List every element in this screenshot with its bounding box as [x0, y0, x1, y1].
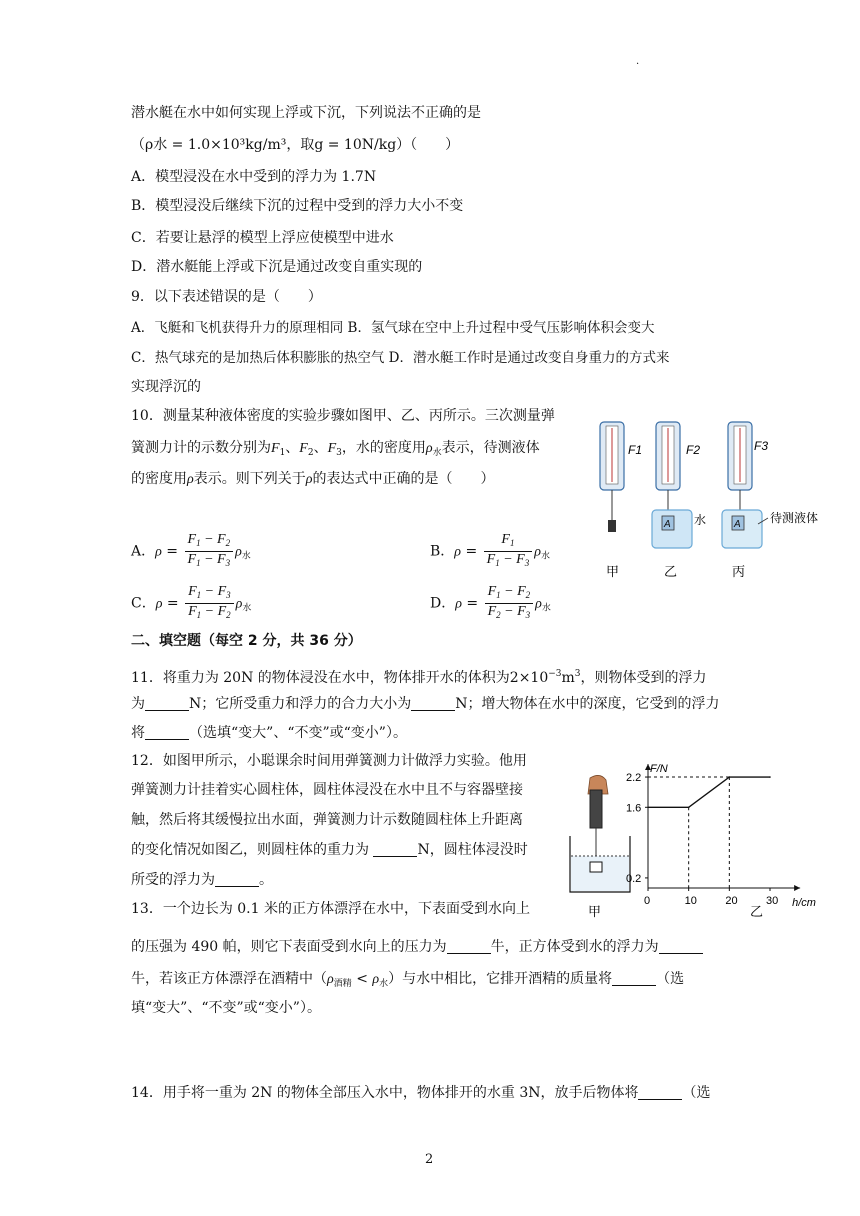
x-axis-arrow: [794, 885, 800, 891]
q8-given: （ρ水 = 1.0×10³kg/m³，取g = 10N/kg）（ ）: [131, 137, 460, 153]
block-a-3: A: [734, 519, 741, 530]
blank[interactable]: [411, 696, 455, 711]
header-mark: .: [636, 56, 640, 67]
label-test-liquid: 待测液体: [770, 511, 819, 525]
q10-line1: 10．测量某种液体密度的实验步骤如图甲、乙、丙所示。三次测量弹: [131, 408, 555, 424]
x-axis-label: h/cm: [792, 897, 816, 909]
x-tick-label: 20: [725, 895, 738, 907]
page-number: 2: [425, 1152, 434, 1167]
x-tick-label: 10: [684, 895, 697, 907]
q12-line5: 所受的浮力为 。: [131, 872, 273, 888]
data-point: [688, 807, 690, 809]
caption-jia: 甲: [588, 904, 602, 919]
q13-line1: 13．一个边长为 0.1 米的正方体漂浮在水中，下表面受到水向上: [131, 901, 530, 917]
q12-line4: 的变化情况如图乙，则圆柱体的重力为 N，圆柱体浸没时: [131, 842, 528, 858]
q11-line3: 将 （选填“变大”、“不变”或“变小”）。: [131, 725, 407, 741]
q9-stem: 9．以下表述错误的是（ ）: [131, 289, 322, 305]
q11-line1: 11．将重力为 20N 的物体浸没在水中，物体排开水的体积为$2\times 10^{-3}m^3$，则物体受到的浮力: [131, 669, 707, 686]
q12-line2: 弹簧测力计挂着实心圆柱体，圆柱体浸没在水中且不与容器壁接: [131, 782, 523, 798]
y-axis-label: F/N: [650, 763, 668, 775]
caption-jia: 甲: [606, 564, 620, 579]
caption-bing: 丙: [732, 564, 746, 579]
q10-option-c: C．ρ = $\frac{F_1 - F_3}{F_1 - F_2}$ $\rho_水$: [131, 584, 252, 620]
label-f1: F1: [628, 443, 643, 457]
label-water: 水: [694, 513, 707, 527]
q10-figure: [590, 412, 840, 592]
data-point: [769, 776, 771, 778]
x-tick-label: 0: [644, 895, 651, 907]
blank[interactable]: [612, 971, 656, 986]
q9-options-2: C．热气球充的是加热后体积膨胀的热空气 D．潜水艇工作时是通过改变自身重力的方式来: [131, 350, 670, 366]
q8-option-a: A．模型浸没在水中受到的浮力为 1.7N: [131, 169, 377, 185]
q8-option-c: C．若要让悬浮的模型上浮应使模型中进水: [131, 230, 394, 246]
q10-option-d: D．ρ = $\frac{F_1 - F_2}{F_2 - F_3}$ $\rho_水$: [430, 584, 551, 620]
y-tick-label: 1.6: [626, 802, 642, 815]
y-tick-label: 2.2: [626, 772, 642, 785]
q8-option-d: D．潜水艇能上浮或下沉是通过改变自重实现的: [131, 259, 423, 275]
spring-scale-1: [600, 422, 624, 532]
q10-line2: 簧测力计的示数分别为$F_1$、$F_2$、$F_3$，水的密度用$\rho_水$表示，待测液体: [131, 440, 540, 458]
q13-line2: 的压强为 490 帕，则它下表面受到水向上的压力为 牛，正方体受到水的浮力为: [131, 937, 703, 957]
blank[interactable]: [447, 939, 491, 954]
blank[interactable]: [145, 725, 189, 740]
q10-option-b: B．ρ = $\frac{F_1}{F_1 - F_3}$ $\rho_水$: [430, 532, 550, 568]
block-a-2: A: [664, 519, 671, 530]
x-tick-label: 30: [766, 895, 779, 907]
label-f2: F2: [686, 443, 701, 457]
q8-stem: 潜水艇在水中如何实现上浮或下沉，下列说法不正确的是: [131, 105, 481, 121]
spring-scale: [590, 790, 602, 828]
q14-line1: 14．用手将一重为 2N 的物体全部压入水中，物体排开的水重 3N，放手后物体将 （选: [131, 1085, 711, 1101]
q10-option-a: A．ρ = $\frac{F_1 - F_2}{F_1 - F_3}$ $\rho_水$: [131, 532, 251, 568]
q13-line4: 填“变大”、“不变”或“变小”）。: [131, 1000, 321, 1016]
blank[interactable]: [659, 939, 703, 954]
q11-line2: 为 N；它所受重力和浮力的合力大小为 N；增大物体在水中的深度，它受到的浮力: [131, 696, 720, 712]
q9-options-1: A．飞艇和飞机获得升力的原理相同 B．氢气球在空中上升过程中受气压影响体积会变大: [131, 320, 655, 336]
q8-option-b: B．模型浸没后继续下沉的过程中受到的浮力大小不变: [131, 198, 464, 214]
section-title: 二、填空题（每空 2 分，共 36 分）: [131, 633, 362, 649]
y-tick-label: 0.2: [626, 872, 642, 885]
spring-scale-2: [652, 422, 692, 548]
force-distance-graph: [615, 760, 835, 922]
q12-line1: 12．如图甲所示，小聪课余时间用弹簧测力计做浮力实验。他用: [131, 753, 527, 769]
blank[interactable]: [215, 872, 259, 887]
data-point: [729, 776, 731, 778]
caption-yi: 乙: [750, 904, 764, 919]
label-f3: F3: [754, 439, 769, 453]
q13-line3: 牛，若该正方体漂浮在酒精中$(\rho_{酒精} < \rho_水)$与水中相比，它排开酒精的质量将 （选: [131, 971, 685, 989]
series-line: [648, 777, 770, 807]
q12-line3: 触，然后将其缓慢拉出水面，弹簧测力计示数随圆柱体上升距离: [131, 812, 523, 828]
caption-yi: 乙: [664, 564, 678, 579]
blank[interactable]: [145, 696, 189, 711]
blank[interactable]: [638, 1085, 682, 1100]
blank[interactable]: [373, 842, 417, 857]
q9-options-3: 实现浮沉的: [131, 379, 201, 395]
data-point: [647, 807, 649, 809]
q10-line3: 的密度用ρ表示。则下列关于ρ的表达式中正确的是（ ）: [131, 471, 495, 487]
cylinder: [590, 862, 602, 872]
